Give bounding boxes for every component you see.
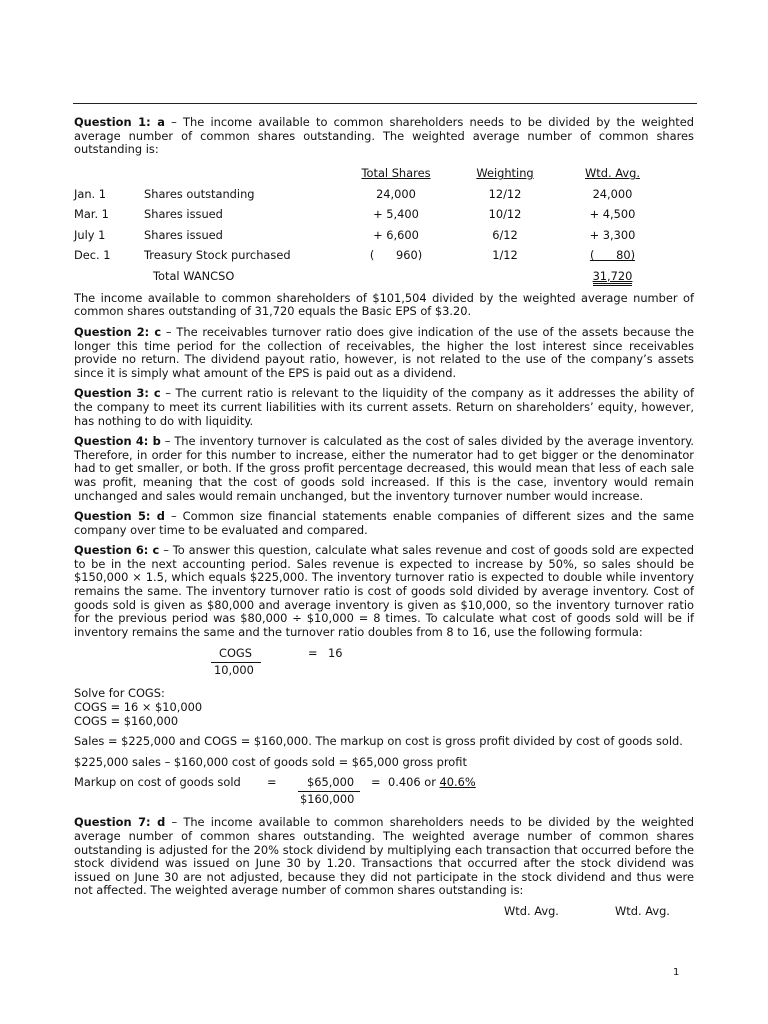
q7-label: Question 7: d [74, 815, 166, 830]
q7-text: – The income available to common shareholders needs to be divided by the weighted average number of common shares outstanding. The weighted average number of common shares outstanding is adjusted for the 20% stock dividend by multiplying each transaction that occurred before the stock dividend was issued on June 30 by 1.20. Transactions that occurred after the stock dividend was issued on June 30 are not adjusted, because they did not participate in the stock dividend and thus were not affected. The weighted average number of common shares outstanding is: [74, 815, 694, 898]
row-weighting: 6/12 [492, 227, 518, 242]
row-wtd: 24,000 [592, 186, 633, 201]
page-number: 1 [673, 967, 680, 978]
row-desc: Treasury Stock purchased [144, 248, 291, 263]
table-row [74, 184, 670, 205]
gross-profit-line: $225,000 sales – $160,000 cost of goods sold = $65,000 gross profit [74, 754, 467, 769]
row-wtd: + 4,500 [589, 207, 636, 222]
row-wtd: ( 80) [589, 248, 636, 263]
sales-line: Sales = $225,000 and COGS = $160,000. The markup on cost is gross profit divided by cost of goods sold. [74, 734, 683, 749]
q4-label: Question 4: b [74, 434, 161, 449]
col-wtd-avg: Wtd. Avg. [585, 166, 640, 181]
row-shares: + 6,600 [373, 227, 419, 242]
markup-result-percent: 40.6% [439, 775, 476, 790]
table-row [74, 205, 670, 226]
table-row [74, 225, 670, 246]
q7-paragraph [74, 816, 694, 898]
row-desc: Shares issued [144, 227, 223, 242]
total-value: 31,720 [593, 269, 633, 286]
markup-denominator: $160,000 [300, 792, 355, 807]
q3-paragraph [74, 387, 694, 428]
q1-label: Question 1: a [74, 115, 165, 129]
header-rule [73, 103, 697, 104]
col-weighting: Weighting [476, 166, 534, 181]
q6-text: – To answer this question, calculate what sales revenue and cost of goods sold are expected to be in the next accounting period. Sales revenue is expected to increase by 50%, so sales should be $150,000 × 1.5, which equals $225,000. The inventory turnover ratio is expected to double while inventory remains the same. The inventory turnover ratio is cost of goods sold divided by average inventory. Cost of goods sold is given as $80,000 and average inventory is given as $10,000, so the inventory turnover ratio for the previous period was $80,000 ÷ $10,000 = 8 times. To calculate what cost of goods sold will be if inventory remains the same and the turnover ratio doubles from 8 to 16, use the following formula: [74, 543, 694, 639]
row-date: July 1 [74, 227, 106, 242]
markup-label: Markup on cost of goods sold [74, 775, 241, 790]
row-date: Jan. 1 [74, 186, 107, 201]
markup-result-plain: 0.406 or [388, 775, 440, 790]
q2-paragraph [74, 326, 694, 380]
q1-conclusion: The income available to common shareholders of $101,504 divided by the weighted average number of common shares outstanding of 31,720 equals the Basic EPS of $3.20. [74, 290, 694, 319]
cogs-equals: = [308, 646, 318, 661]
markup-formula [74, 776, 694, 808]
cogs-denominator: 10,000 [214, 663, 254, 678]
q3-label: Question 3: c [74, 386, 161, 401]
table-row [74, 246, 670, 267]
cogs-formula [74, 647, 694, 679]
solve-line: Solve for COGS: [74, 686, 165, 701]
row-wtd: + 3,300 [589, 227, 636, 242]
row-shares: + 5,400 [373, 207, 419, 222]
row-shares: ( 960) [369, 248, 423, 263]
row-desc: Shares outstanding [144, 186, 255, 201]
q7-column-headers [74, 905, 694, 923]
cogs-numerator: COGS [219, 646, 252, 661]
total-label: Total WANCSO [153, 268, 235, 283]
solve-block [74, 687, 694, 728]
col-total-shares: Total Shares [361, 166, 431, 181]
solve-line: COGS = 16 × $10,000 [74, 700, 203, 715]
solve-line: COGS = $160,000 [74, 713, 179, 728]
markup-result [388, 776, 476, 790]
markup-equals-2: = [371, 775, 381, 790]
markup-equals-1: = [267, 775, 277, 790]
q7-col-wtd-avg-1: Wtd. Avg. [504, 903, 559, 918]
wancso-header-row [74, 164, 670, 185]
q2-label: Question 2: c [74, 324, 162, 339]
q7-col-wtd-avg-2: Wtd. Avg. [615, 903, 670, 918]
q5-text: – Common size financial statements enable companies of different sizes and the same company over time to be evaluated and compared. [74, 509, 695, 537]
wancso-table [74, 164, 670, 287]
q1-paragraph [74, 116, 694, 157]
q4-paragraph [74, 435, 694, 503]
q6-label: Question 6: c [74, 543, 160, 558]
q4-text: – The inventory turnover is calculated as the cost of sales divided by the average inventory. Therefore, in order for this number to increase, either the numerator had to get bigger or the denominator had to get smaller, or both. If the gross profit percentage decreased, this would mean that less of each sale was profit, meaning that the cost of goods sold increased. If this is the case, inventory would remain unchanged and sales would remain unchanged, but the inventory turnover number would increase. [74, 434, 694, 503]
row-date: Mar. 1 [74, 207, 109, 222]
row-desc: Shares issued [144, 207, 223, 222]
row-date: Dec. 1 [74, 248, 111, 263]
row-weighting: 12/12 [488, 186, 522, 201]
wancso-total-row [74, 266, 670, 287]
q5-label: Question 5: d [74, 509, 165, 524]
cogs-result: 16 [328, 646, 343, 661]
q3-text: – The current ratio is relevant to the liquidity of the company as it addresses the ability of the company to meet its current liabilities with its current assets. Return on shareholders’ equity, however, has nothing to do with liquidity. [74, 386, 694, 428]
row-shares: 24,000 [376, 186, 416, 201]
row-weighting: 1/12 [492, 248, 518, 263]
row-weighting: 10/12 [488, 207, 522, 222]
q1-text: – The income available to common shareholders needs to be divided by the weighted average number of common shares outstanding. The weighted average number of common shares outstanding is: [74, 115, 694, 157]
markup-numerator: $65,000 [307, 775, 355, 790]
q2-text: – The receivables turnover ratio does give indication of the use of the assets because the longer this time period for the collection of receivables, the higher the lost interest since receivables provide no return. The dividend payout ratio, however, is not related to the use of the company’s assets since it is simply what amount of the EPS is paid out as a dividend. [74, 324, 694, 380]
q5-paragraph [74, 510, 694, 537]
q6-paragraph [74, 544, 694, 639]
answer-page [74, 116, 694, 923]
